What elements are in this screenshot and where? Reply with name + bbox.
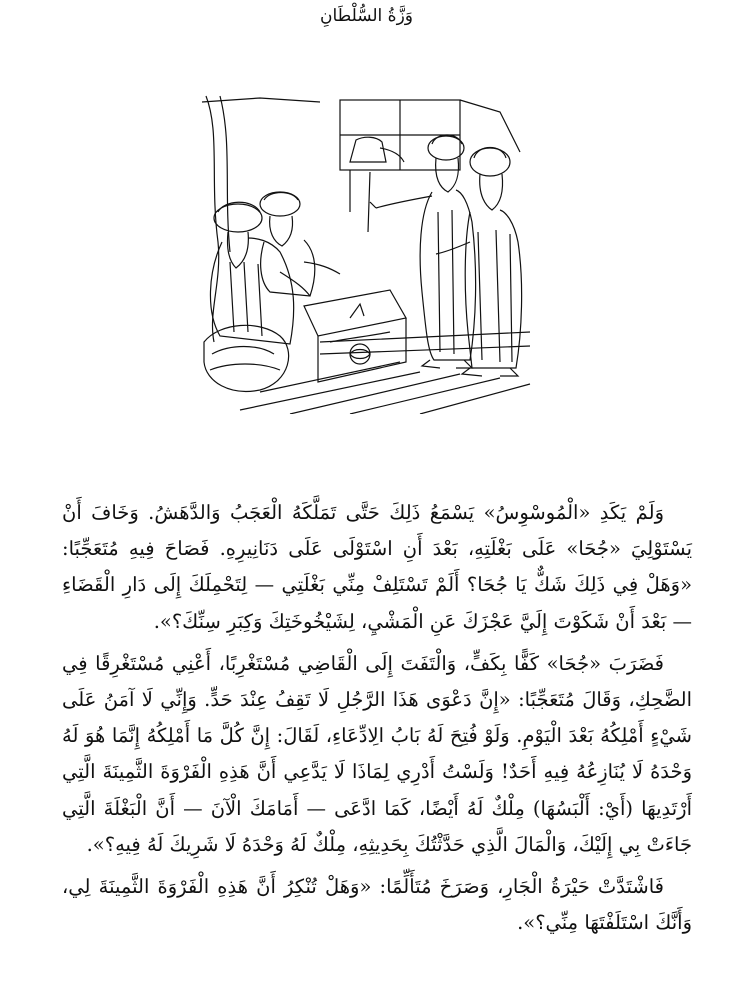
paragraph: فَاشْتَدَّتْ حَيْرَةُ الْجَارِ، وَصَرَخَ مُتَأَلِّمًا: «وَهَلْ تُنْكِرُ أَنَّ هَذِهِ الْفَرْوَةَ الثَّمِينَةَ لِي، وَأَنَّكَ اسْتَلَفْتَهَا مِنِّي؟».: [62, 875, 692, 935]
running-title: وَزَّةُ السُّلْطَانِ: [319, 6, 414, 26]
body-text: [62, 495, 692, 941]
illustration-judge-scene: [200, 92, 532, 414]
paragraph: وَلَمْ يَكَدِ «الْمُوسْوِسُ» يَسْمَعُ ذَلِكَ حَتَّى تَمَلَّكَهُ الْعَجَبُ وَالدَّهَشُ. وَخَافَ أَنْ يَسْتَوْلِيَ «جُحَا» عَلَى بَغْلَتِهِ، بَعْدَ أَنِ اسْتَوْلَى عَلَى دَنَانِيرِهِ. فَصَاحَ فِيهِ مُتَعَجِّبًا: «وَهَلْ فِي ذَلِكَ شَكٌّ يَا جُحَا؟ أَلَمْ تَسْتَلِفْ مِنِّي بَغْلَتِي — لِتَحْمِلَكَ إِلَى دَارِ الْقَضَاءِ — بَعْدَ أَنْ شَكَوْتَ إِلَيَّ عَجْزَكَ عَنِ الْمَشْيِ، لِشَيْخُوخَتِكَ وَكِبَرِ سِنِّكَ؟».: [62, 501, 692, 633]
paragraph: فَضَرَبَ «جُحَا» كَفًّا بِكَفٍّ، وَالْتَفَتَ إِلَى الْقَاضِي مُسْتَغْرِبًا، أَعْنِي مُسْتَغْرِقًا فِي الضَّحِكِ، وَقَالَ مُتَعَجِّبًا: «إِنَّ دَعْوَى هَذَا الرَّجُلِ لَا تَقِفُ عِنْدَ حَدٍّ. وَإِنِّي لَا آمَنُ عَلَى شَيْءٍ أَمْلِكُهُ بَعْدَ الْيَوْمِ. وَلَوْ فُتِحَ لَهُ بَابُ الِادِّعَاءِ، لَقَالَ: إِنَّ كُلَّ مَا أَمْلِكُهُ إِنَّمَا هُوَ لَهُ وَحْدَهُ لَا يُنَازِعُهُ فِيهِ أَحَدٌ! وَلَسْتُ أَدْرِي لِمَاذَا لَا يَدَّعِي أَنَّ هَذِهِ الْفَرْوَةَ الثَّمِينَةَ الَّتِي أَرْتَدِيهَا (أَيْ: أَلْبَسُهَا) مِلْكٌ لَهُ أَيْضًا، كَمَا ادَّعَى — أَمَامَكَ الْآنَ — أَنَّ الْبَغْلَةَ الَّتِي جَاءَتْ بِي إِلَيْكَ، وَالْمَالَ الَّذِي حَدَّثْتُكَ بِحَدِيثِهِ، مِلْكٌ لَهُ وَحْدَهُ لَا شَرِيكَ لَهُ فِيهِ؟».: [62, 651, 692, 856]
